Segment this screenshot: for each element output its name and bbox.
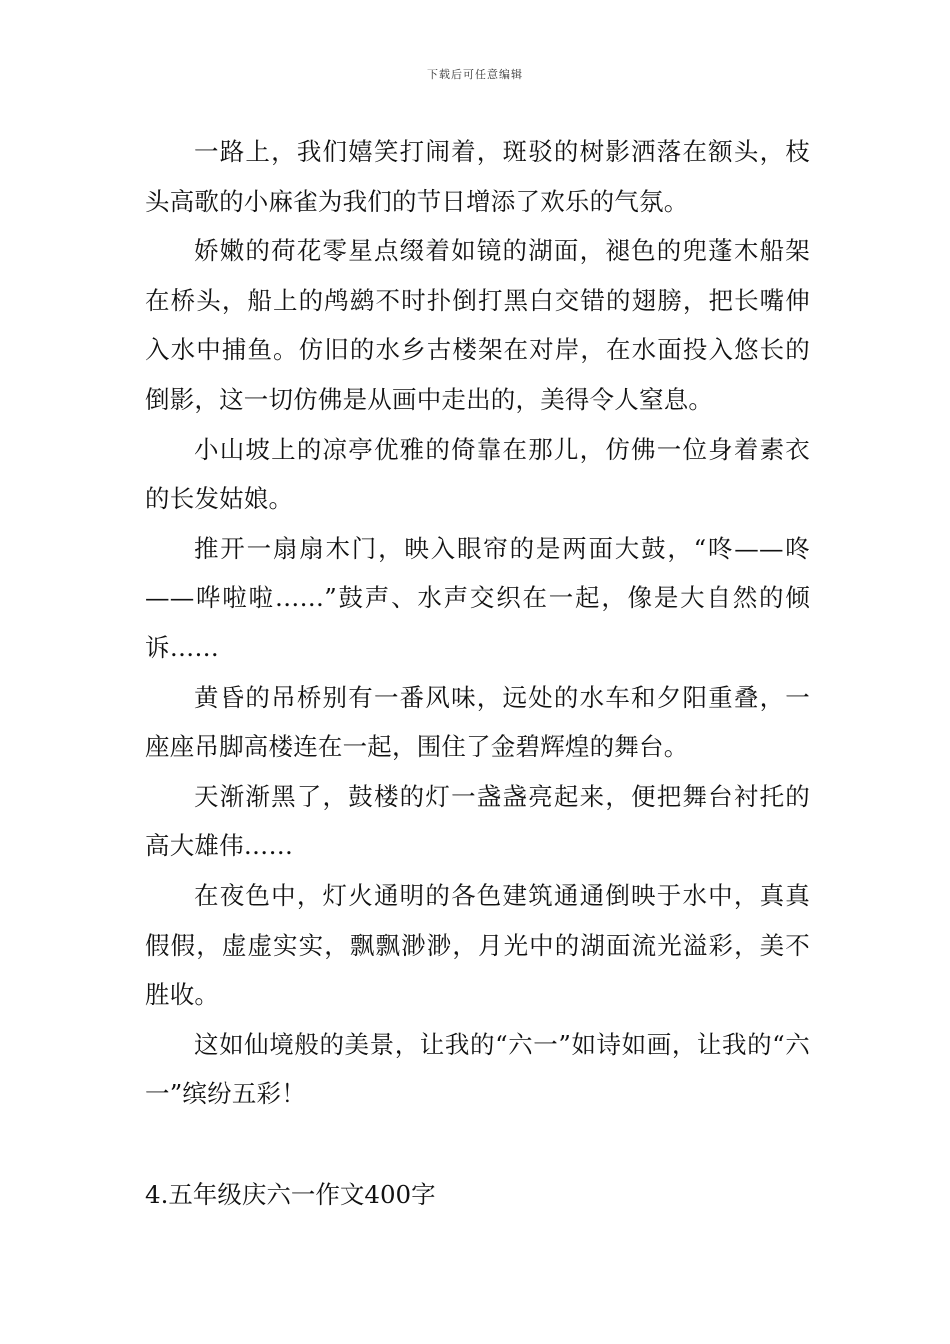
essay-body xyxy=(145,127,810,1119)
paragraph: 天渐渐黑了，鼓楼的灯一盏盏亮起来，便把舞台衬托的高大雄伟…… xyxy=(145,781,810,861)
paragraph: 推开一扇扇木门，映入眼帘的是两面大鼓，“咚——咚——哗啦啦……”鼓声、水声交织在一起，像是大自然的倾诉…… xyxy=(145,533,810,662)
paragraph: 这如仙境般的美景，让我的“六一”如诗如画，让我的“六一”缤纷五彩！ xyxy=(145,1029,810,1109)
paragraph: 娇嫩的荷花零星点缀着如镜的湖面，褪色的兜蓬木船架在桥头，船上的鸬鹚不时扑倒打黑白交错的翅膀，把长嘴伸入水中捕鱼。仿旧的水乡古楼架在对岸，在水面投入悠长的倒影，这一切仿佛是从画中走出的，美得令人窒息。 xyxy=(145,236,810,414)
paragraph: 小山坡上的凉亭优雅的倚靠在那儿，仿佛一位身着素衣的长发姑娘。 xyxy=(145,434,810,514)
section-heading: 4.五年级庆六一作文400字 xyxy=(145,1180,436,1209)
paragraph: 黄昏的吊桥别有一番风味，远处的水车和夕阳重叠，一座座吊脚高楼连在一起，围住了金碧辉煌的舞台。 xyxy=(145,682,810,762)
paragraph: 一路上，我们嬉笑打闹着，斑驳的树影洒落在额头，枝头高歌的小麻雀为我们的节日增添了欢乐的气氛。 xyxy=(145,137,810,216)
paragraph: 在夜色中，灯火通明的各色建筑通通倒映于水中，真真假假，虚虚实实，飘飘渺渺，月光中的湖面流光溢彩，美不胜收。 xyxy=(145,880,810,1010)
page-header: 下载后可任意编辑 xyxy=(427,68,523,81)
